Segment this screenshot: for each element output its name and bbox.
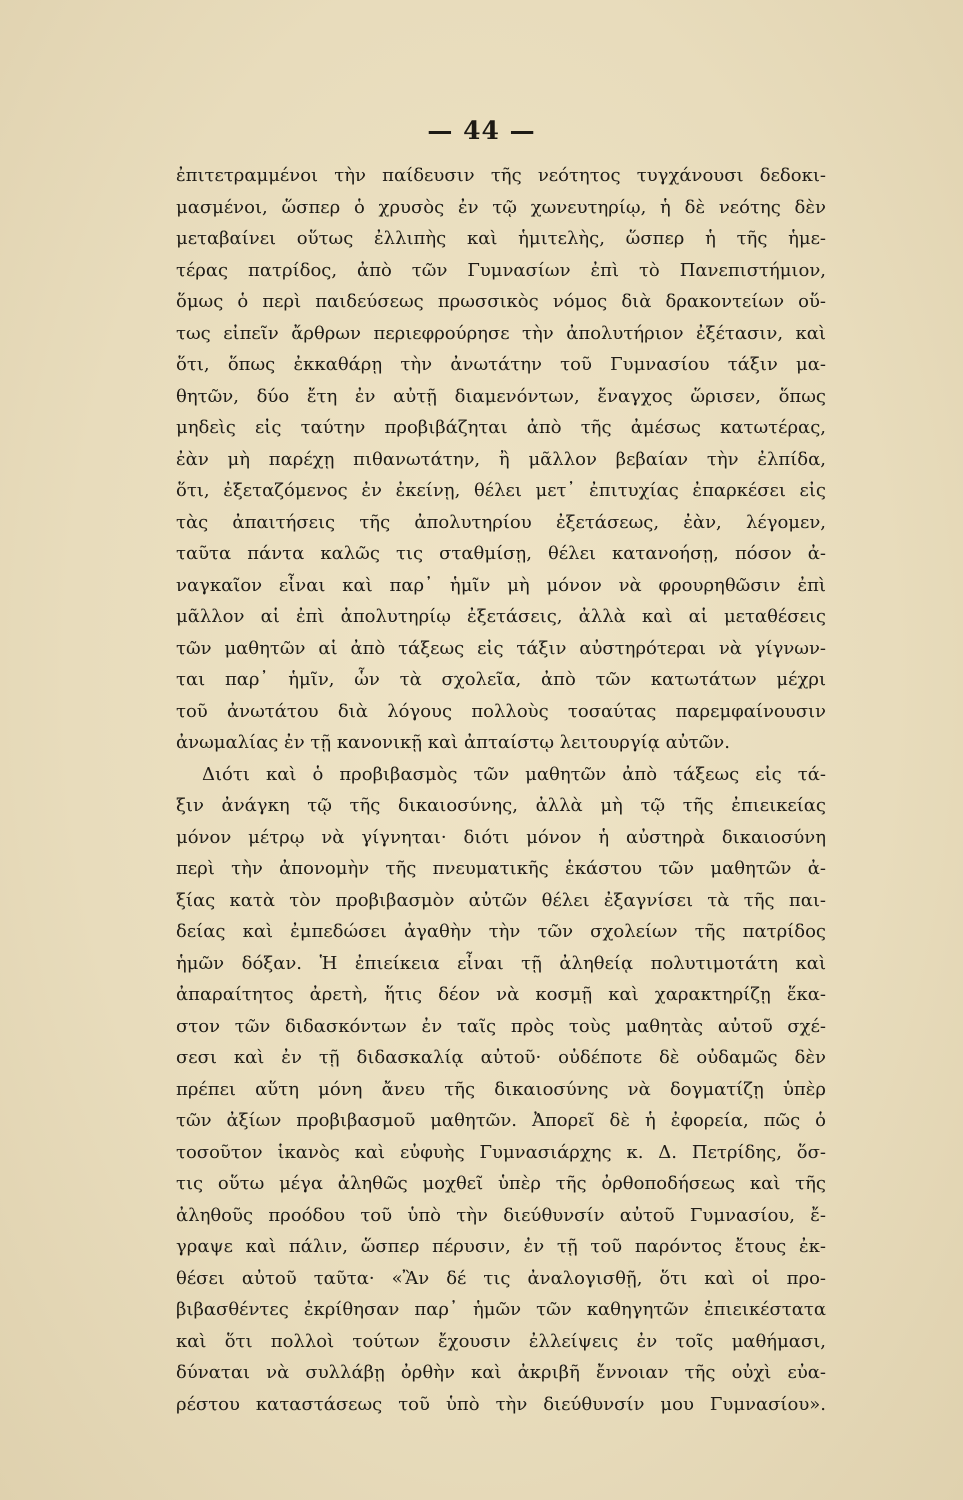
paragraph-start-line: Διότι καὶ ὁ προβιβασμὸς τῶν μαθητῶν ἀπὸ τάξεως εἰς τά- xyxy=(202,763,826,785)
text-line: πρέπει αὕτη μόνη ἄνευ τῆς δικαιοσύνης νὰ δογματίζῃ ὑπὲρ xyxy=(176,1078,826,1100)
text-line: μεταβαίνει οὕτως ἐλλιπὴς καὶ ἡμιτελὴς, ὥσπερ ἡ τῆς ἡμε- xyxy=(176,228,826,249)
text-line: θητῶν, δύο ἔτη ἐν αὐτῇ διαμενόντων, ἔναγχος ὥρισεν, ὅπως xyxy=(176,385,826,407)
text-line: βιβασθέντες ἐκρίθησαν παρ᾽ ἡμῶν τῶν καθηγητῶν ἐπιεικέστατα xyxy=(176,1299,826,1320)
text-line: τοσοῦτον ἱκανὸς καὶ εὐφυὴς Γυμνασιάρχης κ. Δ. Πετρίδης, ὅσ- xyxy=(176,1141,826,1163)
text-line: τις οὕτω μέγα ἀληθῶς μοχθεῖ ὑπὲρ τῆς ὀρθοποδήσεως καὶ τῆς xyxy=(176,1173,826,1194)
text-line: τέρας πατρίδος, ἀπὸ τῶν Γυμνασίων ἐπὶ τὸ Πανεπιστήμιον, xyxy=(176,259,826,281)
text-line: ὅτι, ὅπως ἐκκαθάρῃ τὴν ἀνωτάτην τοῦ Γυμνασίου τάξιν μα- xyxy=(176,354,826,375)
text-line: ταῦτα πάντα καλῶς τις σταθμίσῃ, θέλει κατανοήσῃ, πόσον ἀ- xyxy=(176,543,826,564)
text-line: δύναται νὰ συλλάβῃ ὀρθὴν καὶ ἀκριβῆ ἔννοιαν τῆς οὐχὶ εὐα- xyxy=(176,1362,826,1383)
text-line: τοῦ ἀνωτάτου διὰ λόγους πολλοὺς τοσαύτας παρεμφαίνουσιν xyxy=(176,700,826,722)
page-number: — 44 — xyxy=(427,116,536,145)
text-line: καὶ ὅτι πολλοὶ τούτων ἔχουσιν ἐλλείψεις ἐν τοῖς μαθήμασι, xyxy=(176,1330,826,1352)
text-line: περὶ τὴν ἀπονομὴν τῆς πνευματικῆς ἑκάστου τῶν μαθητῶν ἀ- xyxy=(176,858,826,879)
text-line: γραψε καὶ πάλιν, ὥσπερ πέρυσιν, ἐν τῇ τοῦ παρόντος ἔτους ἐκ- xyxy=(176,1236,826,1257)
text-line: μασμένοι, ὥσπερ ὁ χρυσὸς ἐν τῷ χωνευτηρίῳ, ἡ δὲ νεότης δὲν xyxy=(176,196,826,218)
text-line: ἀληθοῦς προόδου τοῦ ὑπὸ τὴν διεύθυνσίν αὐτοῦ Γυμνασίου, ἔ- xyxy=(176,1204,826,1226)
text-line: θέσει αὐτοῦ ταῦτα· «Ἂν δέ τις ἀναλογισθῇ, ὅτι καὶ οἱ προ- xyxy=(176,1267,826,1289)
text-line: ἐὰν μὴ παρέχῃ πιθανωτάτην, ἢ μᾶλλον βεβαίαν τὴν ἐλπίδα, xyxy=(176,448,826,470)
text-line: ρέστου καταστάσεως τοῦ ὑπὸ τὴν διεύθυνσίν μου Γυμνασίου». xyxy=(176,1393,826,1415)
text-line: ξιν ἀνάγκη τῷ τῆς δικαιοσύνης, ἀλλὰ μὴ τῷ τῆς ἐπιεικείας xyxy=(176,795,826,816)
text-line: ὅμως ὁ περὶ παιδεύσεως πρωσσικὸς νόμος διὰ δρακοντείων οὕ- xyxy=(176,291,826,312)
text-line: ἀπαραίτητος ἀρετὴ, ἥτις δέον νὰ κοσμῇ καὶ χαρακτηρίζῃ ἕκα- xyxy=(176,984,826,1005)
text-line: μόνον μέτρῳ νὰ γίγνηται· διότι μόνον ἡ αὐστηρὰ δικαιοσύνη xyxy=(176,826,826,848)
body-text xyxy=(176,160,826,1420)
text-line: τὰς ἀπαιτήσεις τῆς ἀπολυτηρίου ἐξετάσεως, ἐὰν, λέγομεν, xyxy=(176,511,826,533)
text-line: ἐπιτετραμμένοι τὴν παίδευσιν τῆς νεότητος τυγχάνουσι δεδοκι- xyxy=(176,165,826,186)
text-line: ξίας κατὰ τὸν προβιβασμὸν αὐτῶν θέλει ἐξαγνίσει τὰ τῆς παι- xyxy=(176,889,826,911)
text-line: ἡμῶν δόξαν. Ἡ ἐπιείκεια εἶναι τῇ ἀληθείᾳ πολυτιμοτάτη καὶ xyxy=(176,952,826,974)
text-line: σεσι καὶ ἐν τῇ διδασκαλίᾳ αὐτοῦ· οὐδέποτε δὲ οὐδαμῶς δὲν xyxy=(176,1047,826,1068)
text-line: τῶν ἀξίων προβιβασμοῦ μαθητῶν. Ἀπορεῖ δὲ ἡ ἐφορεία, πῶς ὁ xyxy=(176,1110,826,1131)
text-line: τῶν μαθητῶν αἱ ἀπὸ τάξεως εἰς τάξιν αὐστηρότεραι νὰ γίγνων- xyxy=(176,637,826,659)
text-line: ἀνωμαλίας ἐν τῇ κανονικῇ καὶ ἀπταίστῳ λειτουργίᾳ αὐτῶν. xyxy=(176,732,730,753)
text-line: στον τῶν διδασκόντων ἐν ταῖς πρὸς τοὺς μαθητὰς αὐτοῦ σχέ- xyxy=(176,1015,826,1037)
text-line: ναγκαῖον εἶναι καὶ παρ᾽ ἡμῖν μὴ μόνον νὰ φρουρηθῶσιν ἐπὶ xyxy=(176,574,826,596)
text-line: τως εἰπεῖν ἄρθρων περιεφρούρησε τὴν ἀπολυτήριον ἐξέτασιν, καὶ xyxy=(176,322,826,344)
text-line: δείας καὶ ἐμπεδώσει ἀγαθὴν τὴν τῶν σχολείων τῆς πατρίδος xyxy=(176,921,826,942)
text-line: μᾶλλον αἱ ἐπὶ ἀπολυτηρίῳ ἐξετάσεις, ἀλλὰ καὶ αἱ μεταθέσεις xyxy=(176,606,826,627)
text-line: μηδεὶς εἰς ταύτην προβιβάζηται ἀπὸ τῆς ἀμέσως κατωτέρας, xyxy=(176,417,826,438)
text-line: ται παρ᾽ ἡμῖν, ὧν τὰ σχολεῖα, ἀπὸ τῶν κατωτάτων μέχρι xyxy=(176,669,826,690)
text-line: ὅτι, ἐξεταζόμενος ἐν ἐκείνῃ, θέλει μετ᾽ ἐπιτυχίας ἐπαρκέσει εἰς xyxy=(176,480,826,501)
